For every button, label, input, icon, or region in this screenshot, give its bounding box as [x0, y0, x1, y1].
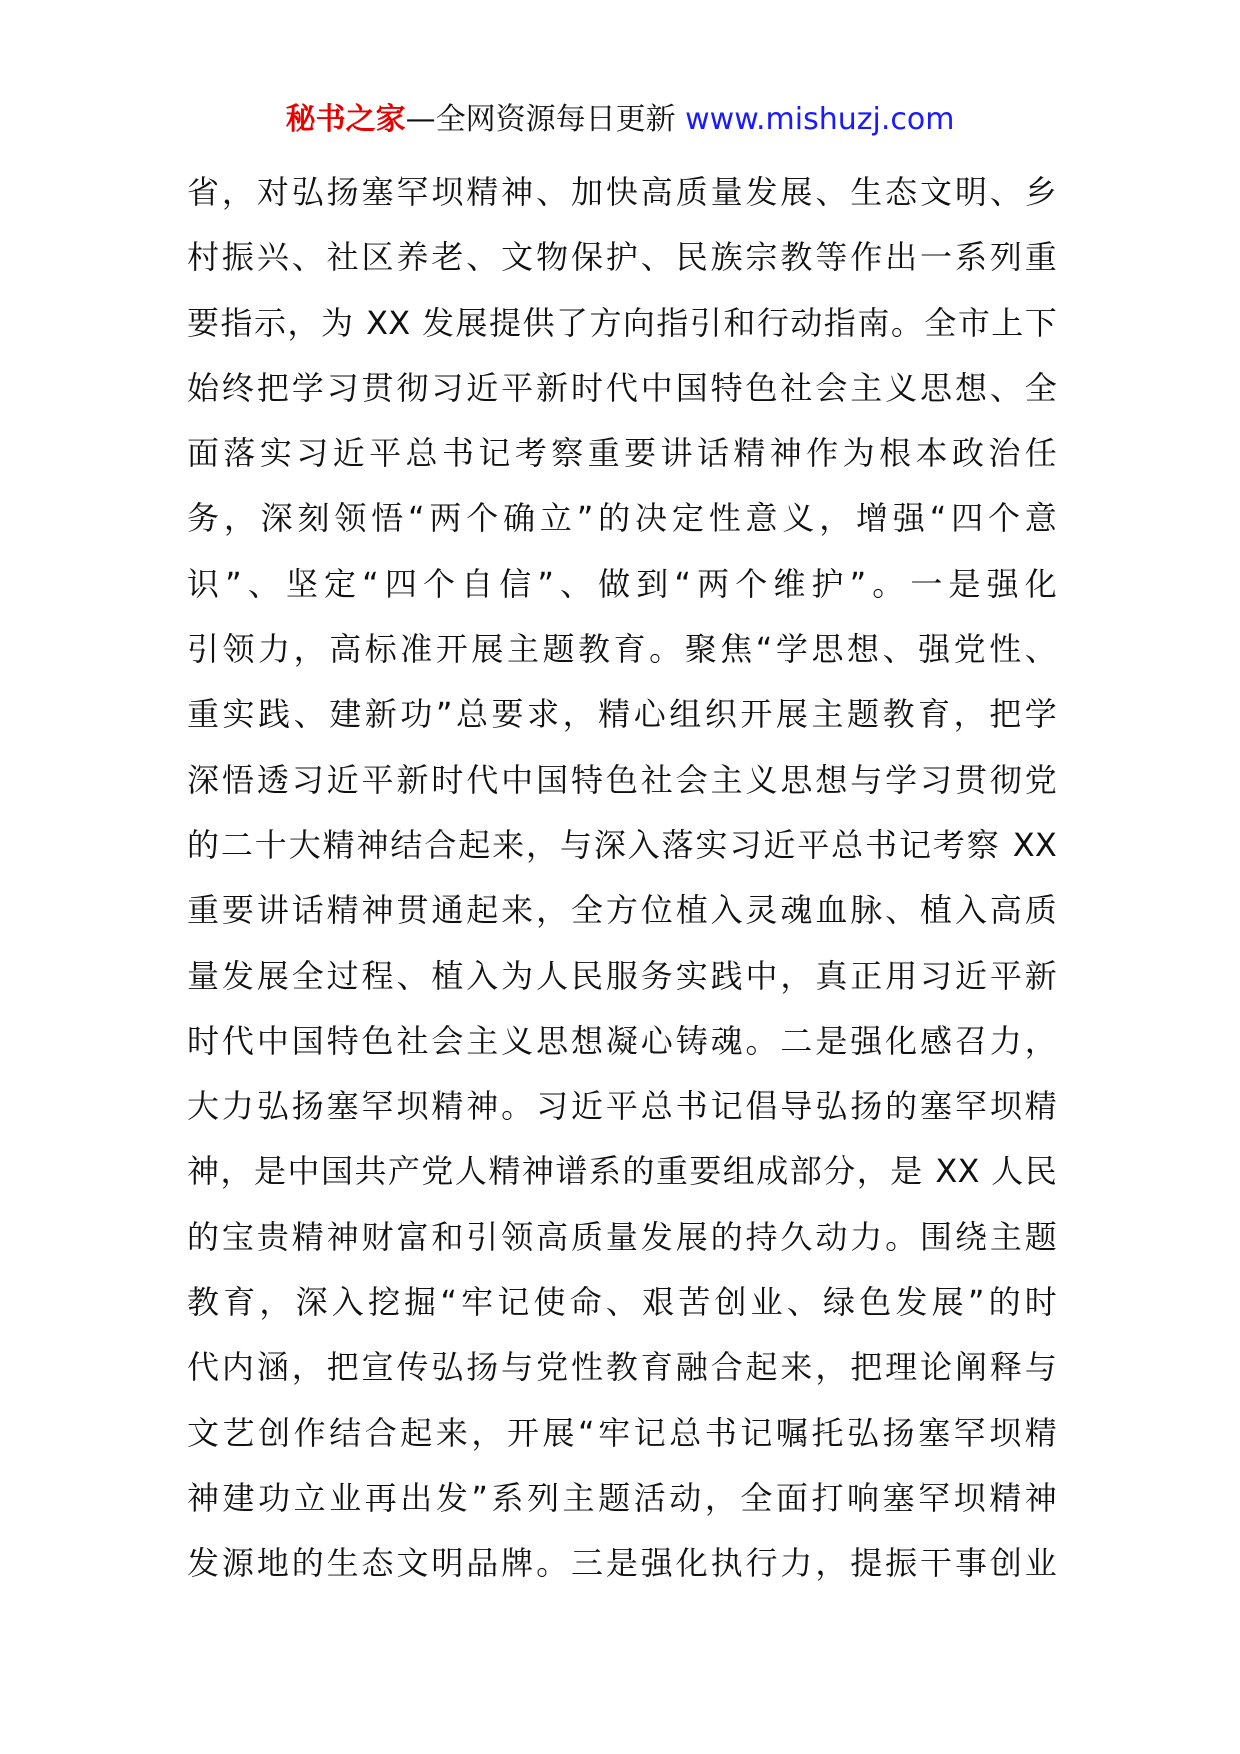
text-line: 的二十大精神结合起来，与深入落实习近平总书记考察 XX	[187, 825, 1057, 864]
text-line: 要指示，为 XX 发展提供了方向指引和行动指南。全市上下	[187, 303, 1057, 342]
text-line: 的宝贵精神财富和引领高质量发展的持久动力。围绕主题	[187, 1217, 1057, 1256]
text-line: 发源地的生态文明品牌。三是强化执行力，提振干事创业	[187, 1544, 1057, 1583]
text-line: 务，深刻领悟“两个确立”的决定性意义，增强“四个意	[187, 499, 1057, 538]
site-brand: 秘书之家	[285, 102, 406, 137]
site-header	[0, 100, 1240, 140]
text-line: 引领力，高标准开展主题教育。聚焦“学思想、强党性、	[187, 630, 1057, 669]
site-tagline: —全网资源每日更新	[405, 102, 686, 137]
text-line: 识”、坚定“四个自信”、做到“两个维护”。一是强化	[187, 564, 1057, 603]
text-line: 文艺创作结合起来，开展“牢记总书记嘱托弘扬塞罕坝精	[187, 1413, 1057, 1452]
text-line: 面落实习近平总书记考察重要讲话精神作为根本政治任	[187, 434, 1057, 473]
text-line: 深悟透习近平新时代中国特色社会主义思想与学习贯彻党	[187, 760, 1057, 799]
text-line: 始终把学习贯彻习近平新时代中国特色社会主义思想、全	[187, 368, 1057, 407]
document-body	[187, 160, 1057, 1597]
text-line: 重要讲话精神贯通起来，全方位植入灵魂血脉、植入高质	[187, 891, 1057, 930]
text-line: 量发展全过程、植入为人民服务实践中，真正用习近平新	[187, 956, 1057, 995]
text-line: 神，是中国共产党人精神谱系的重要组成部分，是 XX 人民	[187, 1152, 1057, 1191]
text-line: 神建功立业再出发”系列主题活动，全面打响塞罕坝精神	[187, 1478, 1057, 1517]
text-line: 时代中国特色社会主义思想凝心铸魂。二是强化感召力，	[187, 1021, 1057, 1060]
text-line: 代内涵，把宣传弘扬与党性教育融合起来，把理论阐释与	[187, 1348, 1057, 1387]
text-line: 重实践、建新功”总要求，精心组织开展主题教育，把学	[187, 695, 1057, 734]
text-line: 大力弘扬塞罕坝精神。习近平总书记倡导弘扬的塞罕坝精	[187, 1087, 1057, 1126]
text-line: 教育，深入挖掘“牢记使命、艰苦创业、绿色发展”的时	[187, 1283, 1057, 1322]
text-line: 省，对弘扬塞罕坝精神、加快高质量发展、生态文明、乡	[187, 173, 1057, 211]
text-line: 村振兴、社区养老、文物保护、民族宗教等作出一系列重	[187, 238, 1057, 277]
site-url-link[interactable]: www.mishuzj.com	[685, 102, 955, 137]
